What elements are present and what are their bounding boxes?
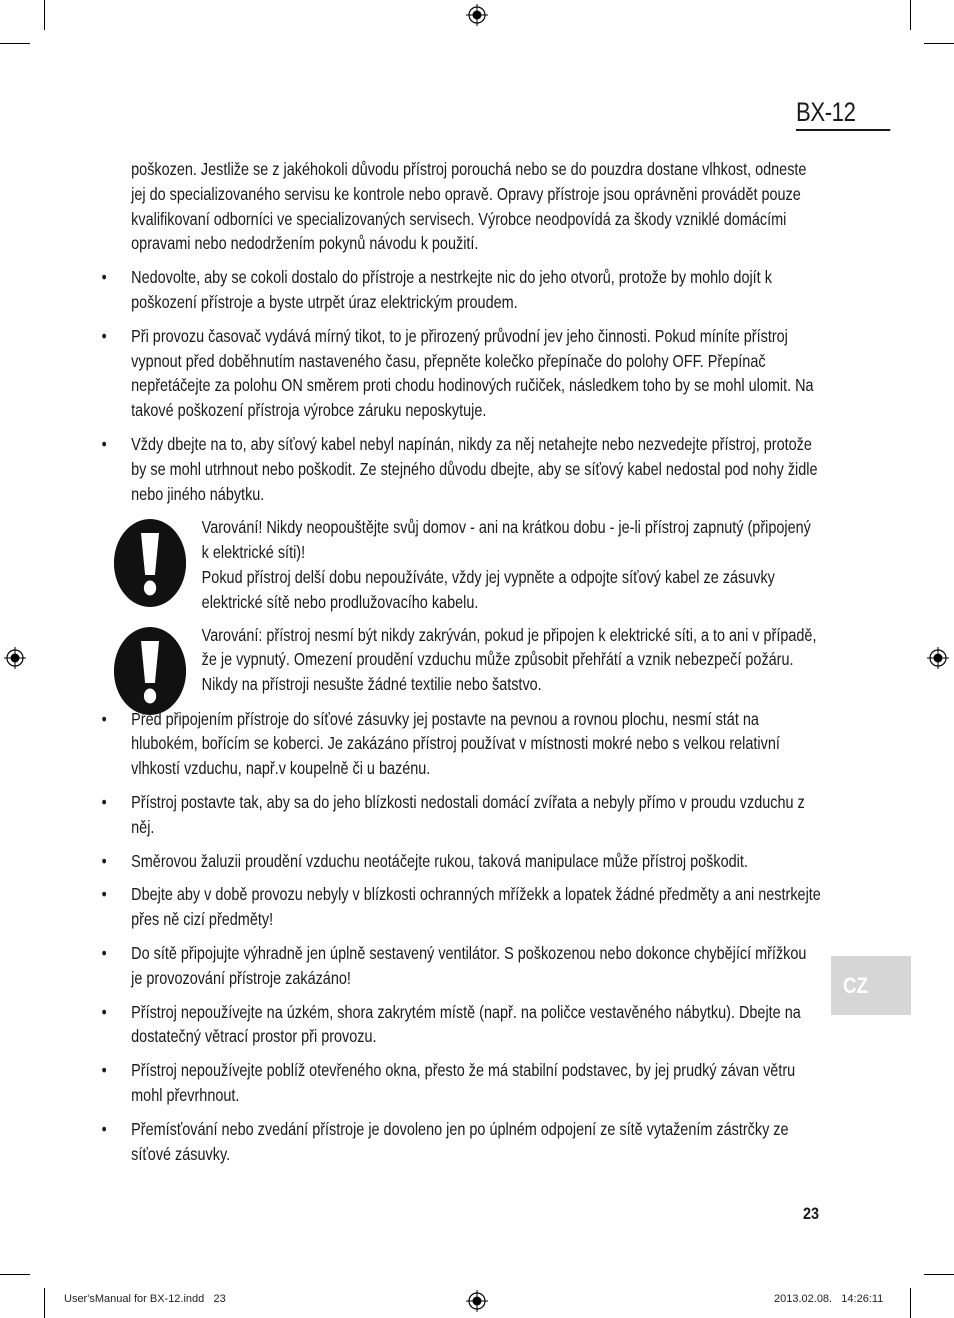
warning-block <box>100 623 822 699</box>
list-item-text: Přemísťování nebo zvedání přístroje je dovoleno jen po úplném odpojení ze sítě vytažením zástrčky ze síťové zásuvky. <box>131 1118 789 1164</box>
crop-mark <box>44 0 45 30</box>
list-item <box>100 941 822 991</box>
bullet: • <box>101 884 107 905</box>
warning-text: Varování! Nikdy neopouštějte svůj domov - ani na krátkou dobu - je-li přístroj zapnutý (připojený k elektrické síti)! <box>201 517 811 563</box>
bullet: • <box>101 267 107 288</box>
list-item <box>100 849 822 874</box>
list-item-text: Vždy dbejte na to, aby síťový kabel nebyl napínán, nikdy za něj netahejte nebo nezvedejte přístroj, protože by se mohl utrhnout nebo poškodit. Ze stejného důvodu dbejte, aby se síťový kabel nedostal pod nohy židle nebo jiného nábytku. <box>131 433 818 504</box>
list-item <box>100 707 822 781</box>
instructions-body <box>100 157 822 1175</box>
paragraph-text: poškozen. Jestliže se z jakéhokoli důvodu přístroj porouchá nebo se do pouzdra dostane vlhkost, odneste jej do specializovaného servisu ke kontrole nebo opravě. Opravy přístroje jsou oprávněni provádět pouze kvalifikovaní odborníci ve specializovaných servisech. Výrobce neodpovídá za škody vzniklé domácími opravami nebo nedodržením pokynů návodu k použití. <box>131 159 807 254</box>
language-tab <box>831 956 911 1015</box>
bullet: • <box>101 433 107 454</box>
list-item-text: Přístroj postavte tak, aby sa do jeho blízkosti nedostali domácí zvířata a nebyly přímo v proudu vzduchu z něj. <box>131 791 805 837</box>
list-item-text: Přístroj nepoužívejte poblíž otevřeného okna, přesto že má stabilní podstavec, by jej prudký závan větru mohl převrhnout. <box>131 1060 796 1105</box>
list-item <box>100 790 822 840</box>
crop-mark <box>910 0 911 30</box>
crop-mark <box>0 43 30 44</box>
exclamation-icon <box>114 519 186 607</box>
registration-mark-icon <box>927 647 949 669</box>
bullet: • <box>101 942 107 963</box>
list-item <box>100 1117 822 1167</box>
bullet: • <box>101 1118 107 1139</box>
model-header: BX-12 <box>796 96 890 131</box>
bullet: • <box>101 708 107 729</box>
list-item <box>100 265 822 315</box>
exclamation-icon <box>114 627 186 715</box>
registration-mark-icon <box>466 4 488 26</box>
bullet: • <box>101 325 107 346</box>
footer-file-info: User'sManual for BX-12.indd 23 <box>64 1293 226 1305</box>
list-item-text: Před připojením přístroje do síťové zásuvky jej postavte na pevnou a rovnou plochu, nesmí stát na hlubokém, bořícím se koberci. Je zakázáno přístroj používat v místnosti mokré nebo s velkou relativní vlhkostí vzduchu, např.v koupelně či u bazénu. <box>131 708 780 779</box>
warning-text: Pokud přístroj delší dobu nepoužíváte, vždy jej vypněte a odpojte síťový kabel ze zásuvky elektrické sítě nebo prodlužovacího kabelu. <box>201 566 775 612</box>
registration-mark-icon <box>466 1290 488 1312</box>
warning-block <box>100 515 822 614</box>
footer-timestamp: 2013.02.08. 14:26:11 <box>774 1293 884 1305</box>
warning-text: Varování: přístroj nesmí být nikdy zakrýván, pokud je připojen k elektrické síti, a to ani v případě, že je vypnutý. Omezení proudění vzduchu může způsobit přehřátí a vznik nebezpečí požáru. Nikdy na přístroji nesušte žádné textilie nebo šatstvo. <box>201 624 817 695</box>
crop-mark <box>924 43 954 44</box>
registration-mark-icon <box>4 647 26 669</box>
list-item-text: Do sítě připojujte výhradně jen úplně sestavený ventilátor. S poškozenou nebo dokonce chybějící mřížkou je provozování přístroje zakázáno! <box>131 942 807 988</box>
bullet: • <box>101 1060 107 1081</box>
list-item <box>100 1058 822 1108</box>
crop-mark <box>44 1288 45 1318</box>
list-item-text: Nedovolte, aby se cokoli dostalo do přístroje a nestrkejte nic do jeho otvorů, protože by mohlo dojít k poškození přístroje a byste utrpět úraz elektrickým proudem. <box>131 267 772 312</box>
bullet: • <box>101 1001 107 1022</box>
bullet: • <box>101 791 107 812</box>
list-item-text: Přístroj nepoužívejte na úzkém, shora zakrytém místě (např. na poličce vestavěného nábytku). Dbejte na dostatečný větrací prostor při provozu. <box>131 1001 801 1047</box>
paragraph <box>100 157 822 256</box>
crop-mark <box>0 1274 30 1275</box>
list-item-text: Dbejte aby v době provozu nebyly v blízkosti ochranných mřížekk a lopatek žádné předměty a ani nestrkejte přes ně cizí předměty! <box>131 884 821 930</box>
page-number: 23 <box>803 1204 820 1223</box>
list-item <box>100 324 822 423</box>
crop-mark <box>924 1274 954 1275</box>
list-item <box>100 882 822 932</box>
language-tab-label: CZ <box>843 973 868 998</box>
crop-mark <box>910 1288 911 1318</box>
list-item-text: Při provozu časovač vydává mírný tikot, to je přirozený průvodní jev jeho činnosti. Pokud míníte přístroj vypnout před doběhnutím nastaveného času, přepněte kolečko přepínače do polohy OFF. Přepínač nepřetáčejte za polohu ON směrem proti chodu hodinových ručiček, následkem toho by se mohl ulomit. Na takové poškození přístroja výrobce záruku neposkytuje. <box>131 325 814 421</box>
list-item <box>100 432 822 506</box>
bullet: • <box>101 850 107 871</box>
list-item-text: Směrovou žaluzii proudění vzduchu neotáčejte rukou, taková manipulace může přístroj poškodit. <box>131 850 748 871</box>
list-item <box>100 1000 822 1050</box>
